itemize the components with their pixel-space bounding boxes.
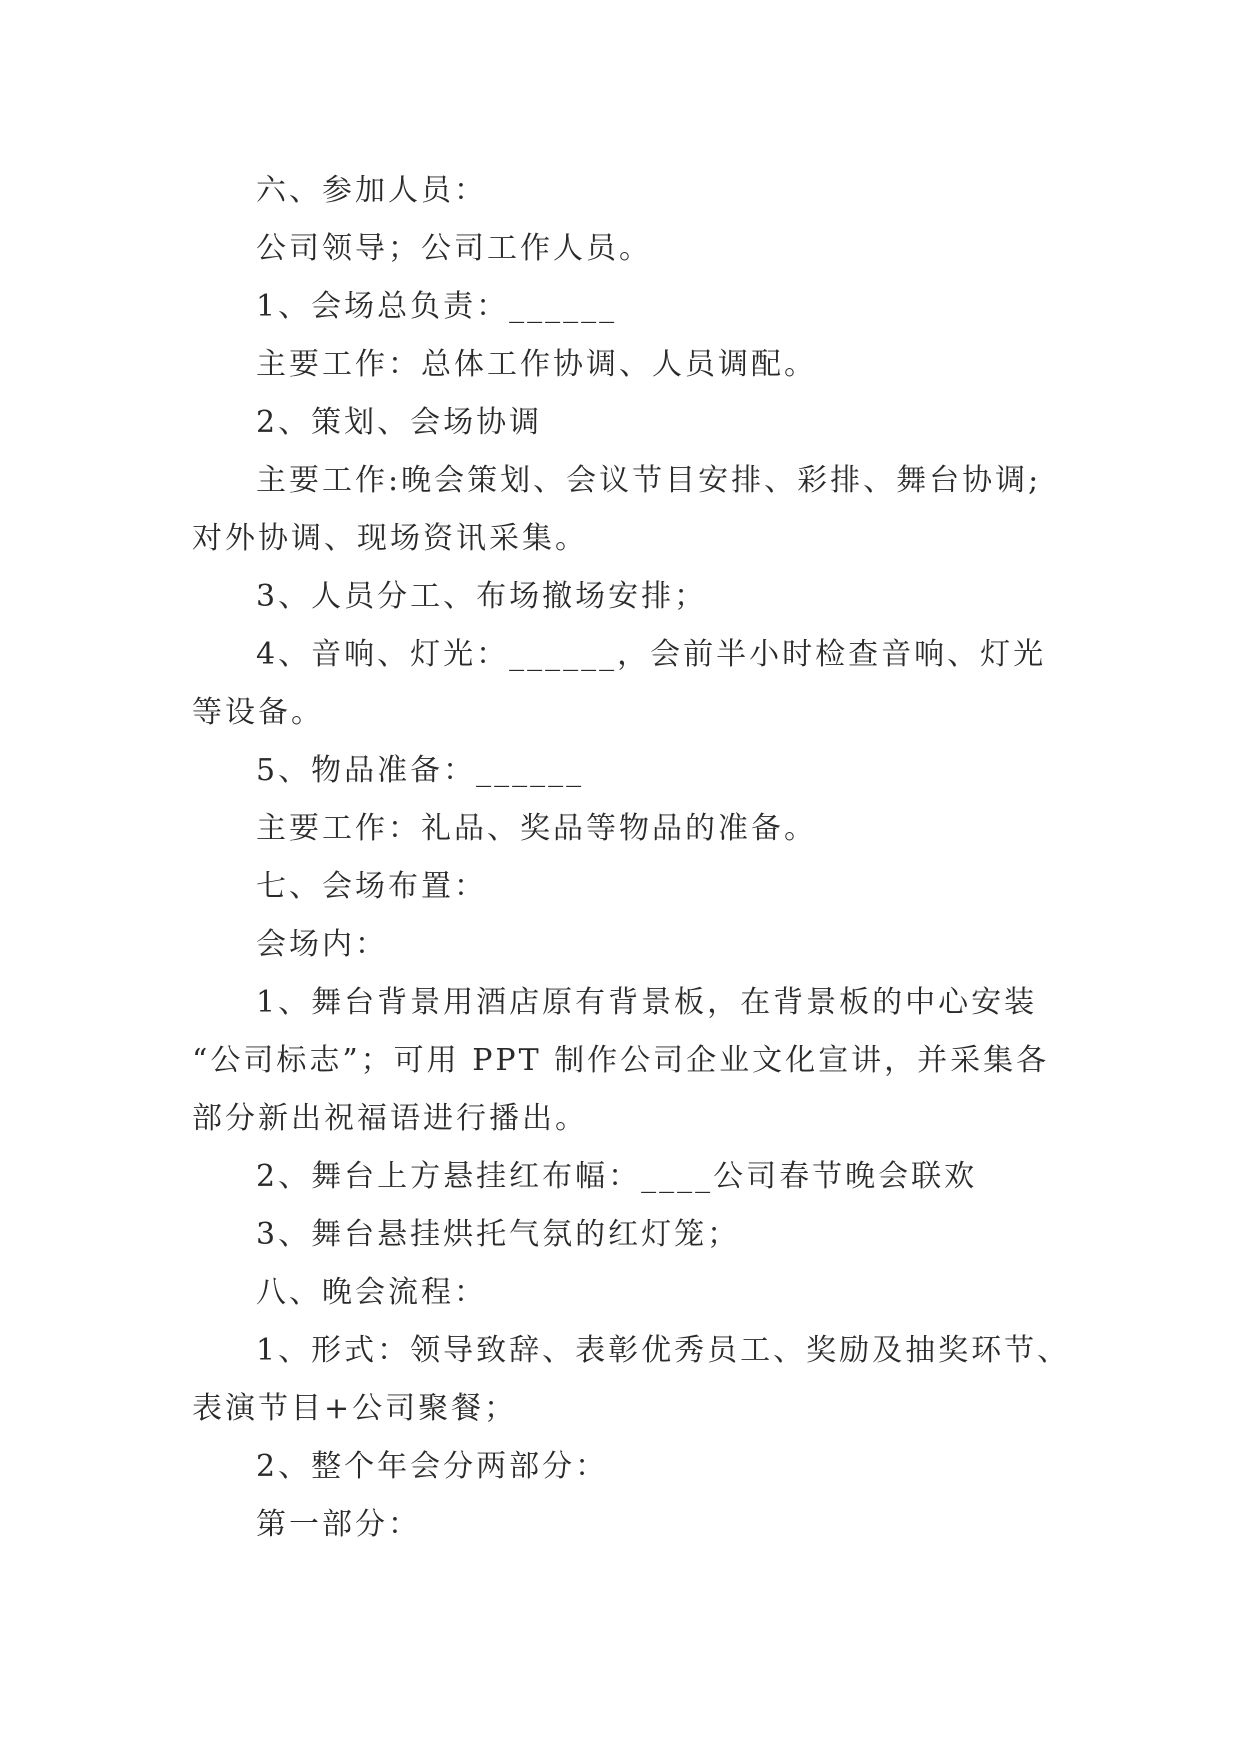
section-heading-venue-layout: 七、会场布置：	[256, 869, 487, 904]
list-item: 2、策划、会场协调	[256, 405, 543, 440]
list-item: 2、舞台上方悬挂红布幅：____公司春节晚会联欢	[256, 1159, 978, 1194]
paragraph-line: 主要工作：礼品、奖品等物品的准备。	[256, 811, 817, 846]
paragraph-line: 表演节目+公司聚餐；	[192, 1391, 518, 1426]
section-heading-participants: 六、参加人员：	[256, 173, 487, 208]
paragraph-line: 主要工作：总体工作协调、人员调配。	[256, 347, 817, 382]
list-item: 1、舞台背景用酒店原有背景板，在背景板的中心安装	[256, 985, 1038, 1020]
paragraph-line: 会场内：	[256, 927, 388, 962]
list-item: 3、人员分工、布场撤场安排；	[256, 579, 708, 614]
section-heading-program: 八、晚会流程：	[256, 1275, 487, 1310]
list-item: 1、会场总负责：______	[256, 289, 618, 324]
paragraph-line: 主要工作:晚会策划、会议节目安排、彩排、舞台协调;	[256, 463, 1042, 498]
paragraph-line: 第一部分：	[256, 1507, 421, 1542]
document-body	[192, 162, 1071, 1554]
list-item: 2、整个年会分两部分：	[256, 1449, 609, 1484]
paragraph-line: “公司标志”；可用 PPT 制作公司企业文化宣讲，并采集各	[192, 1043, 1050, 1078]
paragraph-line: 等设备。	[192, 695, 324, 730]
list-item: 3、舞台悬挂烘托气氛的红灯笼；	[256, 1217, 741, 1252]
paragraph-line: 部分新出祝福语进行播出。	[192, 1101, 588, 1136]
paragraph-line: 对外协调、现场资讯采集。	[192, 521, 588, 556]
list-item: 4、音响、灯光：______，会前半小时检查音响、灯光	[256, 637, 1047, 672]
list-item: 5、物品准备：______	[256, 753, 585, 788]
list-item: 1、形式：领导致辞、表彰优秀员工、奖励及抽奖环节、	[256, 1333, 1071, 1368]
paragraph-line: 公司领导；公司工作人员。	[256, 231, 652, 266]
